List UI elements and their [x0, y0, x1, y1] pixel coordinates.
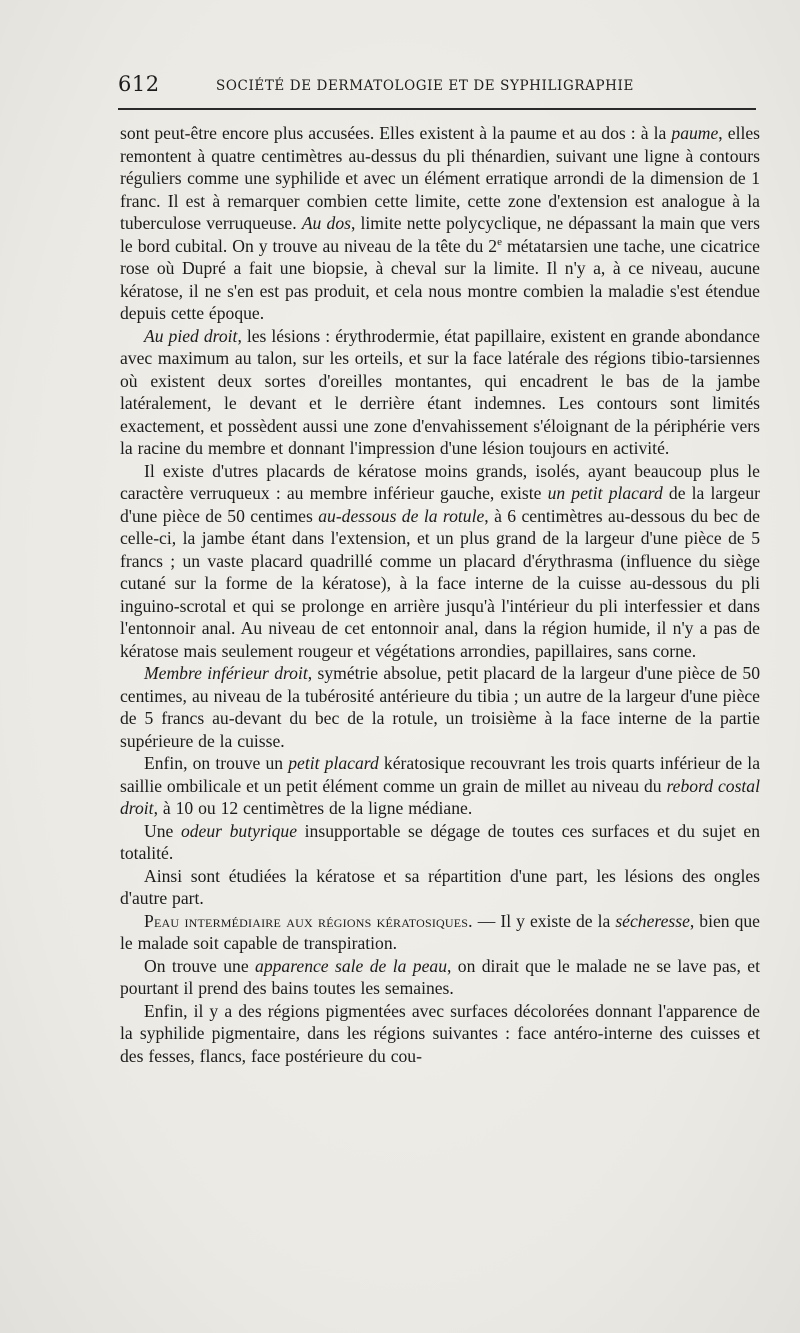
text-run: , bien que le malade soit capable de transpiration. — [120, 910, 760, 953]
header-rule — [118, 108, 756, 110]
paragraph — [120, 1000, 760, 1068]
text-run: Ainsi sont étudiées la kératose et sa répartition d'une part, les lésions des ongles d'autre part. — [120, 865, 760, 908]
text-run: , on dirait que le malade ne se lave pas, et pourtant il prend des bains toutes les semaines. — [120, 955, 760, 998]
text-run: sont peut-être encore plus accusées. Elles existent à la paume et au dos : à la — [120, 123, 672, 143]
text-run: — Il y existe de la — [472, 910, 616, 931]
paragraph — [120, 752, 760, 820]
text-run: métatarsien une tache, une cicatrice rose où Dupré a fait une biopsie, à cheval sur la limite. Il n'y a, à ce niveau, aucune kératose, il ne s'en est pas produit, et cela nous montre combien la maladie s'est étendue depuis cette époque. — [120, 235, 760, 323]
paragraph — [120, 662, 760, 752]
text-run: kératosique recouvrant les trois quarts inférieur de la saillie ombilicale et un petit élément comme un grain de millet au niveau du — [120, 753, 761, 796]
text-run: , les lésions : érythrodermie, état papillaire, existent en grande abondance avec maximum au talon, sur les orteils, et sur la face latérale des régions tibio-tarsiennes où existent deux sortes d'oreilles montantes, qui encadrent le bas de la jambe latéralement, le devant et le derrière étant indemnes. Les contours sont limités exactement, et possèdent aussi une zone d'envahissement s'éloignant de la périphérie vers la racine du membre et donnant l'impression d'une lésion toujours en activité. — [120, 325, 760, 458]
italic-text: Au dos — [301, 213, 351, 233]
superscript-text: e — [497, 235, 502, 248]
text-run: Il existe d'utres placards de kératose moins grands, isolés, ayant beaucoup plus le caractère verruqueux : au membre inférieur gauche, existe — [120, 460, 760, 503]
text-run: insupportable se dégage de toutes ces surfaces et du sujet en totalité. — [120, 820, 761, 863]
italic-text: Au pied droit — [144, 325, 238, 346]
paragraph — [120, 325, 760, 460]
text-run: , symétrie absolue, petit placard de la largeur d'une pièce de 50 centimes, au niveau de la tubérosité antérieure du tibia ; un autre de la largeur d'une pièce de 5 francs au-devant du bec de la rotule, un troisième à la face interne de la partie supérieure de la cuisse. — [120, 663, 760, 751]
italic-text: au-dessous de la rotule — [318, 505, 485, 526]
text-run: On trouve une — [144, 955, 256, 976]
text-run: Une — [144, 820, 181, 841]
paragraph — [120, 460, 760, 663]
page-header — [118, 72, 758, 102]
italic-text: un petit placard — [547, 483, 663, 503]
running-title: SOCIÉTÉ DE DERMATOLOGIE ET DE SYPHILIGRAPHIE — [216, 78, 634, 94]
text-run: , à 6 centimètres au-dessous du bec de celle-ci, la jambe étant dans l'extension, et un plus grand de la largeur d'une pièce de 5 francs ; un vaste placard quadrillé comme un placard d'érythrasma (influence du siège cutané sur la forme de la kératose), à la face interne de la cuisse au-dessous du pli inguino-scrotal et qui se prolonge en arrière jusqu'à l'intérieur du pli interfessier et dans l'entonnoir anal. Au niveau de cet entonnoir anal, dans la région humide, il n'y a pas de kératose mais seulement rougeur et végétations arrondies, papillaires, sans corne. — [120, 505, 760, 661]
italic-text: apparence sale de la peau — [255, 955, 447, 976]
italic-text: sécheresse — [615, 910, 690, 931]
text-run: Enfin, il y a des régions pigmentées avec surfaces décolorées donnant l'apparence de la syphilide pigmentaire, dans les régions suivantes : face antéro-interne des cuisses et des fesses, flancs, face postérieure du cou- — [120, 1000, 760, 1066]
paragraph — [120, 865, 760, 910]
italic-text: petit placard — [288, 753, 379, 773]
italic-text: Membre inférieur droit — [144, 663, 308, 683]
text-run: , elles remontent à quatre centimètres au-dessus du pli thénardien, suivant une ligne à contours réguliers comme une syphilide et avec un élément erratique arrondi de la dimension de 1 franc. Il est à remarquer combien cette limite, cette zone d'extension est analogue à la tuberculose verruqueuse. — [120, 123, 760, 233]
italic-text: paume — [671, 123, 719, 143]
italic-text: rebord costal droit — [120, 775, 760, 818]
paragraph — [120, 955, 760, 1000]
text-run: Enfin, on trouve un — [144, 753, 289, 773]
paragraph — [120, 820, 760, 865]
text-run: , à 10 ou 12 centimètres de la ligne médiane. — [153, 798, 473, 818]
section-heading: Peau intermédiaire aux régions kératosiques. — [144, 910, 473, 931]
body-text — [120, 122, 760, 1067]
text-run: , limite nette polycyclique, ne dépassant la main que vers le bord cubital. On y trouve au niveau de la tête du 2 — [120, 213, 760, 256]
paragraph — [120, 122, 760, 325]
page-number: 612 — [118, 72, 160, 96]
italic-text: odeur butyrique — [180, 820, 298, 841]
paragraph — [120, 910, 760, 955]
text-run: de la largeur d'une pièce de 50 centimes — [120, 483, 760, 526]
